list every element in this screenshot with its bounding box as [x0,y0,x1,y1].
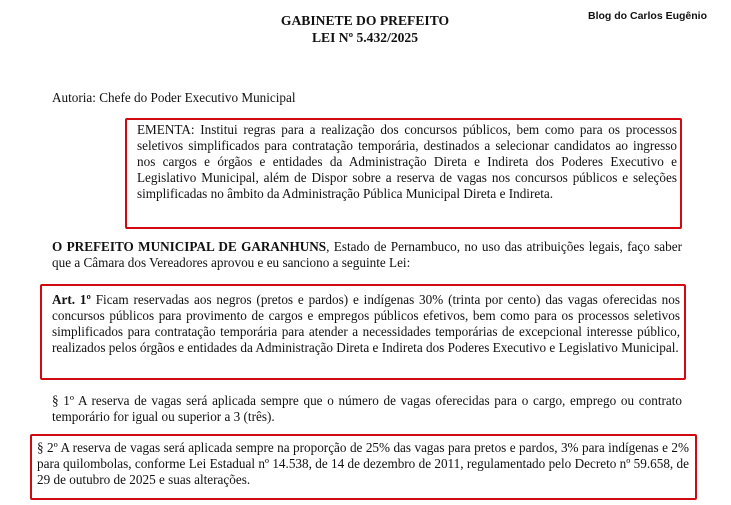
article1-label: Art. 1º [52,292,91,307]
ementa-text: EMENTA: Institui regras para a realização dos concursos públicos, bem como para os processos seletivos simplificados para contratação temporária, destinados a selecionar candidatos ao ingresso nos cargos e órgãos e entidades da Administração Direta e Indireta dos Poderes Executivo e Legislativo Municipal, além de Dispor sobre a reserva de vagas nos concursos públicos e seleções simplificadas no âmbito da Administração Pública Municipal Direta e Indireta. [137,122,677,201]
document-header [220,12,510,46]
article1-text: Ficam reservadas aos negros (pretos e pardos) e indígenas 30% (trinta por cento) das vagas oferecidas nos concursos públicos para provimento de cargos e empregos públicos efetivos, bem como para os processos seletivos simplificados para contratação temporária para atender a necessidades temporárias de excepcional interesse público, realizados pelos órgãos e entidades da Administração Direta e Indireta dos Poderes Executivo e Legislativo Municipal. [52,292,680,355]
law-number: LEI Nº 5.432/2025 [311,30,419,45]
blog-watermark: Blog do Carlos Eugênio [588,10,708,22]
preamble-bold-lead: O PREFEITO MUNICIPAL DE GARANHUNS [52,239,327,254]
authorship-line: Autoria: Chefe do Poder Executivo Municipal [52,90,296,105]
preamble-text: , Estado de Pernambuco, no uso das atribuições legais, faço saber que a Câmara dos Vereadores aprovou e eu sanciono a seguinte Lei: [52,239,682,270]
article1-paragraph [52,292,680,356]
paragraph-1: § 1º A reserva de vagas será aplicada sempre que o número de vagas oferecidas para o cargo, emprego ou contrato temporário for igual ou superior a 3 (três). [52,393,682,424]
office-title: GABINETE DO PREFEITO [280,13,450,28]
paragraph-2: § 2º A reserva de vagas será aplicada sempre na proporção de 25% das vagas para pretos e pardos, 3% para indígenas e 2% para quilombolas, conforme Lei Estadual nº 14.538, de 14 de dezembro de 2011, regulamentado pelo Decreto nº 59.658, de 29 de outubro de 2025 e suas alterações. [37,440,689,487]
preamble-paragraph [52,239,682,271]
